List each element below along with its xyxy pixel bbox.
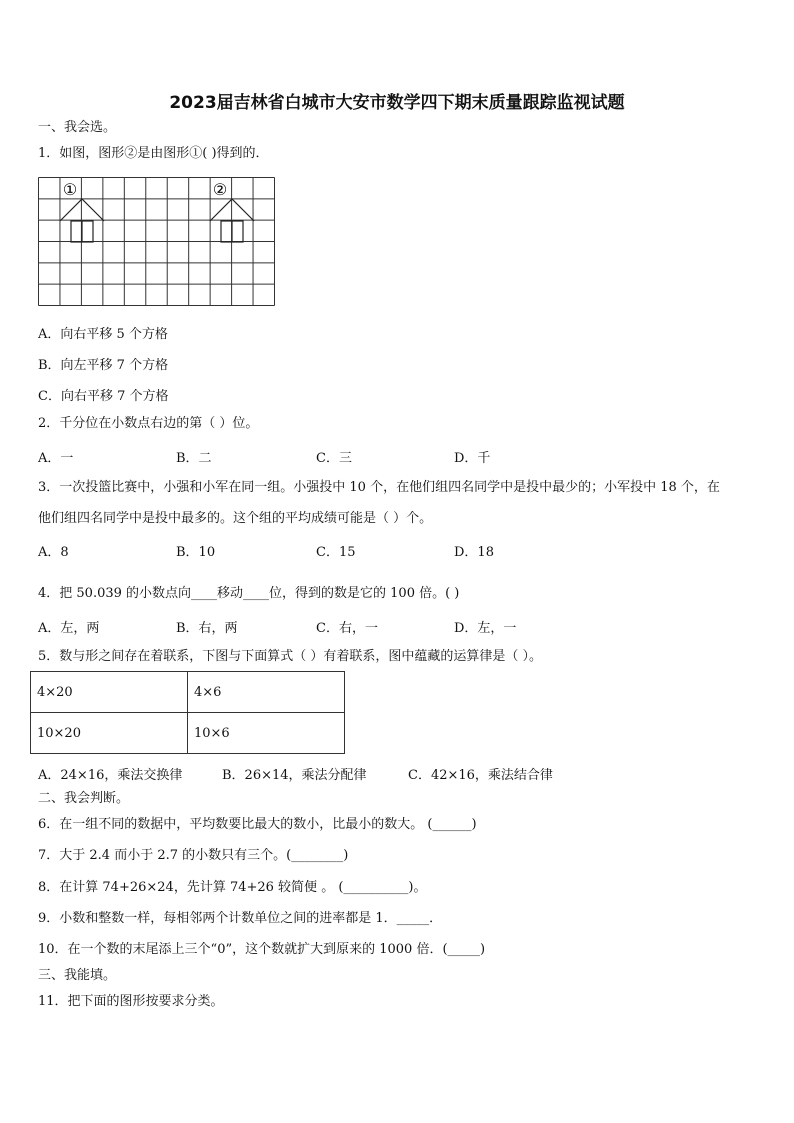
question-4-text: 4．把 50.039 的小数点向____移动____位，得到的数是它的 100 倍。( ) <box>38 586 460 601</box>
q5-option-c: C．42×16，乘法结合律 <box>408 768 553 783</box>
q3-option-c: C．15 <box>316 545 356 560</box>
page-title: 2023届吉林省白城市大安市数学四下期末质量跟踪监视试题 <box>169 93 625 113</box>
q4-option-a: A．左，两 <box>38 621 100 636</box>
q1-option-b: B．向左平移 7 个方格 <box>38 358 169 373</box>
section-heading-fill: 三、我能填。 <box>38 968 117 983</box>
table-cell: 4×6 <box>188 672 345 713</box>
q2-option-c: C．三 <box>316 451 352 466</box>
q5-multiplication-table <box>30 671 345 754</box>
grid-svg <box>38 177 275 306</box>
figure-label-2: ② <box>212 180 228 199</box>
table-cell: 10×6 <box>188 713 345 754</box>
question-5-text: 5．数与形之间存在着联系，下图与下面算式（ ）有着联系，图中蕴藏的运算律是（ ）。 <box>38 649 543 664</box>
q5-option-a: A．24×16，乘法交换律 <box>38 768 183 783</box>
q1-option-c: C．向右平移 7 个方格 <box>38 389 169 404</box>
house-1-roof <box>60 199 104 221</box>
question-3-line-2: 他们组四名同学中是投中最多的。这个组的平均成绩可能是（ ）个。 <box>38 511 433 526</box>
q2-option-b: B．二 <box>176 451 212 466</box>
q4-option-b: B．右，两 <box>176 621 238 636</box>
question-6-text: 6．在一组不同的数据中，平均数要比最大的数小，比最小的数大。 (______) <box>38 817 477 832</box>
figure-label-1: ① <box>62 180 78 199</box>
q4-option-c: C．右，一 <box>316 621 378 636</box>
table-cell: 10×20 <box>31 713 188 754</box>
q5-option-b: B．26×14，乘法分配律 <box>222 768 367 783</box>
q2-option-a: A．一 <box>38 451 74 466</box>
table-row <box>31 713 345 754</box>
q3-option-b: B．10 <box>176 545 216 560</box>
table-row <box>31 672 345 713</box>
q1-option-a: A．向右平移 5 个方格 <box>38 327 168 342</box>
question-3-line-1: 3．一次投篮比赛中，小强和小军在同一组。小强投中 10 个，在他们组四名同学中是投中最少的；小军投中 18 个，在 <box>38 480 720 495</box>
q4-option-d: D．左，一 <box>454 621 517 636</box>
question-7-text: 7．大于 2.4 而小于 2.7 的小数只有三个。(________) <box>38 848 349 863</box>
translation-grid-figure <box>38 177 275 306</box>
question-10-text: 10．在一个数的末尾添上三个“0”，这个数就扩大到原来的 1000 倍．(_____) <box>38 942 486 957</box>
table-cell: 4×20 <box>31 672 188 713</box>
section-heading-choose: 一、我会选。 <box>38 120 117 135</box>
question-8-text: 8．在计算 74+26×24，先计算 74+26 较简便 。 (__________)。 <box>38 880 427 895</box>
question-1-text: 1．如图，图形②是由图形①( )得到的． <box>38 146 269 161</box>
q3-option-d: D．18 <box>454 545 494 560</box>
question-11-text: 11．把下面的图形按要求分类。 <box>38 994 224 1009</box>
q3-option-a: A．8 <box>38 545 69 560</box>
question-9-text: 9．小数和整数一样，每相邻两个计数单位之间的进率都是 1．_____． <box>38 911 443 926</box>
q2-option-d: D．千 <box>454 451 491 466</box>
question-2-text: 2．千分位在小数点右边的第（ ）位。 <box>38 416 259 431</box>
section-heading-judge: 二、我会判断。 <box>38 791 130 806</box>
